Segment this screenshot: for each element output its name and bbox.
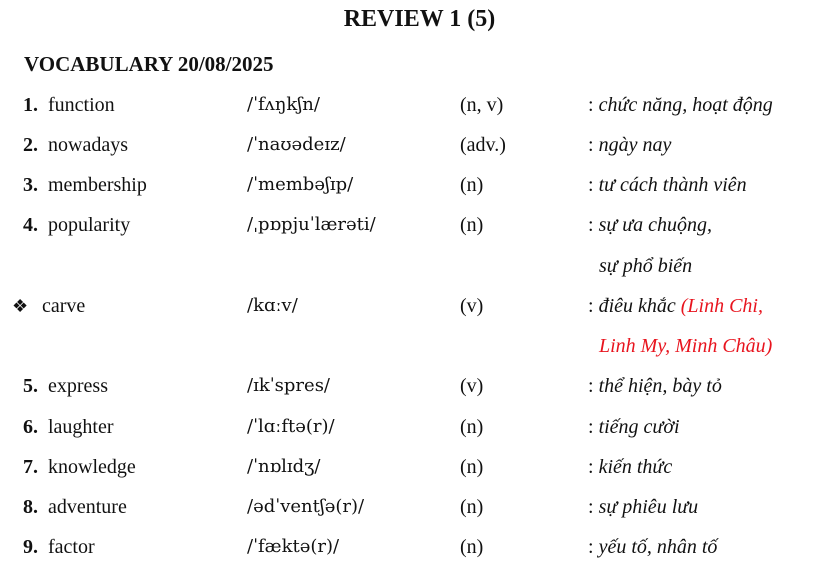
pronunciation: /ədˈventʃə(r)/ <box>247 496 365 517</box>
meaning-text: điêu khắc <box>598 295 676 317</box>
vocab-word: carve <box>42 295 86 317</box>
vocab-word: adventure <box>48 496 127 518</box>
item-number: 7. <box>23 456 38 478</box>
vocab-word: knowledge <box>48 456 136 478</box>
pronunciation: /ˌpɒpjuˈlærəti/ <box>247 214 376 235</box>
vocab-row <box>0 455 839 495</box>
part-of-speech: (n) <box>460 536 484 558</box>
vocab-word: express <box>48 375 108 397</box>
vocab-row <box>0 535 839 575</box>
pronunciation: /ˈnaʊədeɪz/ <box>247 134 346 155</box>
item-number: 2. <box>23 134 38 156</box>
meaning: : yếu tố, nhân tố <box>588 536 718 558</box>
diamond-bullet-icon: ❖ <box>12 296 29 316</box>
meaning-text: tiếng cười <box>598 416 680 438</box>
vocab-row-continuation <box>0 334 839 374</box>
item-number: 8. <box>23 496 38 518</box>
vocab-word: laughter <box>48 416 114 438</box>
meaning: : tiếng cười <box>588 416 680 438</box>
item-number: 5. <box>23 375 38 397</box>
vocab-row <box>0 213 839 253</box>
vocab-row-extra <box>0 294 839 334</box>
meaning-continuation: sự phổ biến <box>599 255 693 277</box>
vocab-row <box>0 173 839 213</box>
pronunciation: /ˈmembəʃɪp/ <box>247 174 354 195</box>
meaning-text: sự ưa chuộng, <box>598 214 713 236</box>
vocab-word: nowadays <box>48 134 128 156</box>
item-number: 3. <box>23 174 38 196</box>
meaning: : chức năng, hoạt động <box>588 94 773 116</box>
meaning-text: kiến thức <box>598 456 673 478</box>
vocab-row <box>0 495 839 535</box>
meaning-text: sự phiêu lưu <box>598 496 699 518</box>
meaning-text: thể hiện, bày tỏ <box>598 375 722 397</box>
meaning-text: chức năng, hoạt động <box>598 94 773 116</box>
part-of-speech: (v) <box>460 295 484 317</box>
part-of-speech: (n) <box>460 456 484 478</box>
meaning: : điêu khắc (Linh Chi, <box>588 295 763 317</box>
contributor-note-continuation: Linh My, Minh Châu) <box>599 335 773 357</box>
part-of-speech: (n, v) <box>460 94 504 116</box>
pronunciation: /ˈfæktə(r)/ <box>247 536 340 557</box>
part-of-speech: (n) <box>460 214 484 236</box>
meaning: : sự ưa chuộng, <box>588 214 713 236</box>
part-of-speech: (n) <box>460 416 484 438</box>
meaning: : thể hiện, bày tỏ <box>588 375 722 397</box>
meaning: : sự phiêu lưu <box>588 496 699 518</box>
vocab-row <box>0 415 839 455</box>
pronunciation: /ˈnɒlɪdʒ/ <box>247 456 321 477</box>
meaning: : kiến thức <box>588 456 673 478</box>
part-of-speech: (n) <box>460 174 484 196</box>
pronunciation: /ɪkˈspres/ <box>247 375 330 396</box>
item-number: 4. <box>23 214 38 236</box>
meaning: : ngày nay <box>588 134 672 156</box>
vocab-row-continuation <box>0 254 839 294</box>
vocab-row <box>0 374 839 414</box>
contributor-note: (Linh Chi, <box>680 295 763 317</box>
meaning: : tư cách thành viên <box>588 174 747 196</box>
vocab-row <box>0 93 839 133</box>
pronunciation: /ˈlɑːftə(r)/ <box>247 416 335 437</box>
vocab-row <box>0 133 839 173</box>
item-number: 6. <box>23 416 38 438</box>
pronunciation: /kɑːv/ <box>247 295 298 316</box>
pronunciation: /ˈfʌŋkʃn/ <box>247 94 320 115</box>
page-title: REVIEW 1 (5) <box>343 6 496 32</box>
item-number: 1. <box>23 94 38 116</box>
part-of-speech: (n) <box>460 496 484 518</box>
meaning-text: ngày nay <box>598 134 672 156</box>
vocabulary-heading: VOCABULARY 20/08/2025 <box>24 52 274 76</box>
part-of-speech: (adv.) <box>460 134 506 156</box>
vocab-word: popularity <box>48 214 131 236</box>
meaning-text: yếu tố, nhân tố <box>598 536 718 558</box>
part-of-speech: (v) <box>460 375 484 397</box>
vocab-word: membership <box>48 174 147 196</box>
vocab-word: function <box>48 94 115 116</box>
vocab-word: factor <box>48 536 95 558</box>
item-number: 9. <box>23 536 38 558</box>
meaning-text: tư cách thành viên <box>598 174 747 196</box>
